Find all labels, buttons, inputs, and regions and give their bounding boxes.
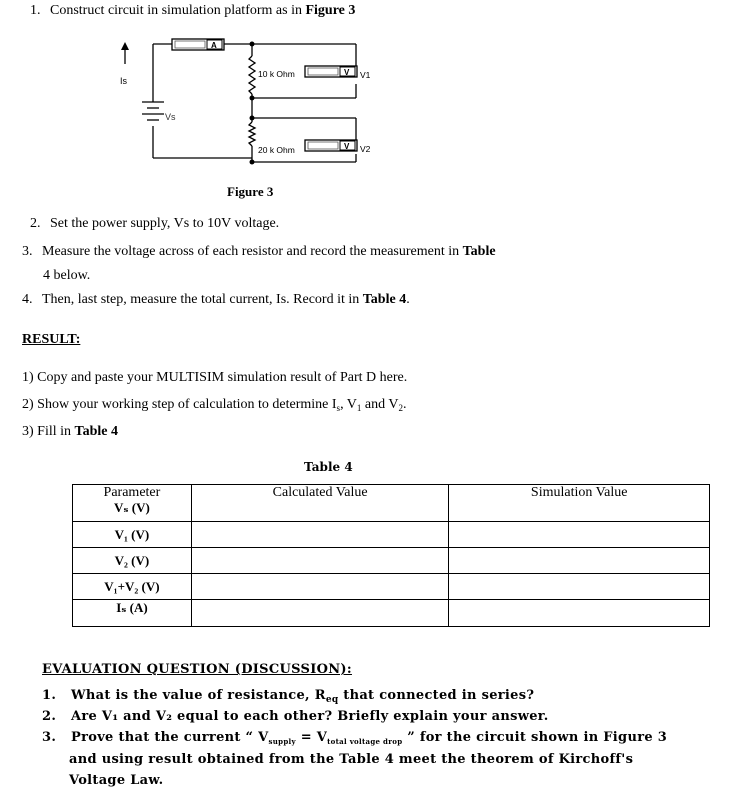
result-item-2-c: and V bbox=[361, 397, 399, 412]
circuit-diagram bbox=[0, 30, 741, 220]
table-cell-param-header bbox=[73, 485, 192, 522]
eval-question-2 bbox=[42, 709, 549, 724]
table-row bbox=[73, 522, 710, 548]
eval-q3-number: 3. bbox=[42, 730, 57, 745]
step-2 bbox=[30, 216, 279, 232]
step-3-continued: 4 below. bbox=[43, 268, 91, 283]
table-cell-sim-header bbox=[449, 485, 710, 522]
eval-question-1 bbox=[42, 688, 534, 705]
eval-q3-eq: = V bbox=[295, 730, 328, 745]
step-4-ref: Table 4 bbox=[362, 292, 407, 307]
eval-q3-sub-supply: supply bbox=[268, 737, 296, 746]
table-header-simulation: Simulation Value bbox=[530, 485, 628, 500]
ammeter-symbol: A bbox=[211, 41, 217, 50]
step-1-number: 1. bbox=[30, 3, 41, 18]
eval-question-3-line-3: Voltage Law. bbox=[69, 773, 164, 788]
result-item-2-a: 2) Show your working step of calculation to determine I bbox=[22, 397, 337, 412]
eval-q2-text: Are V₁ and V₂ equal to each other? Briefly explain your answer. bbox=[71, 709, 549, 724]
table-caption: Table 4 bbox=[304, 460, 353, 474]
resistor-r1 bbox=[249, 56, 255, 94]
battery-vs bbox=[142, 102, 164, 120]
result-item-3 bbox=[22, 424, 118, 440]
table-row bbox=[73, 574, 710, 600]
evaluation-heading: EVALUATION QUESTION (DISCUSSION): bbox=[42, 662, 352, 677]
step-1 bbox=[30, 3, 355, 19]
step-4 bbox=[22, 292, 410, 308]
step-3 bbox=[22, 244, 496, 260]
step-1-ref: Figure 3 bbox=[305, 3, 356, 18]
eval-q1-a: What is the value of resistance, R bbox=[71, 688, 326, 703]
table-row-label: V₁ (V) bbox=[73, 522, 192, 548]
label-r1: 10 k Ohm bbox=[258, 69, 295, 79]
step-3-number: 3. bbox=[22, 244, 33, 259]
eval-q3-ref: Figure 3 bbox=[603, 730, 668, 745]
table-header-calculated: Calculated Value bbox=[272, 485, 368, 500]
label-vs: Vs bbox=[165, 112, 176, 122]
label-r2: 20 k Ohm bbox=[258, 145, 295, 155]
eval-q3-sub-total: total voltage drop bbox=[327, 737, 403, 746]
result-item-3-a: 3) Fill in bbox=[22, 424, 75, 439]
result-item-1: 1) Copy and paste your MULTISIM simulation result of Part D here. bbox=[22, 370, 408, 385]
step-4-text: Then, last step, measure the total current, Is. Record it in bbox=[42, 292, 363, 307]
table-row bbox=[73, 548, 710, 574]
eval-q1-b: that connected in series? bbox=[338, 688, 535, 703]
table-row-label: Vₛ (V) bbox=[114, 500, 150, 515]
table-row-label: V₁+V₂ (V) bbox=[73, 574, 192, 600]
eval-q3-b: ” for the circuit shown in bbox=[402, 730, 604, 745]
eval-question-3 bbox=[42, 730, 667, 746]
result-item-2-sub-2: 2 bbox=[398, 403, 403, 413]
eval-q1-number: 1. bbox=[42, 688, 57, 703]
figure-caption: Figure 3 bbox=[227, 184, 274, 199]
table-cell-sim[interactable] bbox=[449, 548, 710, 574]
step-3-ref: Table bbox=[462, 244, 496, 259]
eval-q3-line2-a: and using result obtained from the bbox=[69, 752, 340, 767]
result-item-2-d: . bbox=[403, 397, 407, 412]
result-item-3-ref: Table 4 bbox=[74, 424, 118, 439]
table-row-label: V₂ (V) bbox=[73, 548, 192, 574]
result-item-2-sub-s: s bbox=[336, 403, 341, 413]
result-item-2-b: , V bbox=[340, 397, 357, 412]
voltmeter-1-symbol: V bbox=[344, 68, 350, 77]
step-3-text: Measure the voltage across of each resistor and record the measurement in bbox=[42, 244, 463, 259]
step-4-end: . bbox=[406, 292, 410, 307]
step-1-text: Construct circuit in simulation platform as in bbox=[50, 3, 306, 18]
table-cell-calc[interactable] bbox=[191, 600, 449, 627]
table-cell-sim[interactable] bbox=[449, 600, 710, 627]
current-arrow-head bbox=[121, 42, 129, 50]
result-heading: RESULT: bbox=[22, 332, 81, 347]
table-cell-sim[interactable] bbox=[449, 522, 710, 548]
result-item-2-sub-1: 1 bbox=[356, 403, 362, 413]
eval-q3-line2-ref: Table 4 bbox=[339, 752, 395, 767]
table-row bbox=[73, 485, 710, 522]
result-item-2 bbox=[22, 397, 407, 413]
eval-q3-a: Prove that the current “ V bbox=[71, 730, 269, 745]
label-v1: V1 bbox=[360, 70, 371, 80]
eval-q2-number: 2. bbox=[42, 709, 57, 724]
step-4-number: 4. bbox=[22, 292, 33, 307]
table-row-label: Iₛ (A) bbox=[73, 600, 192, 627]
table-cell-sim[interactable] bbox=[449, 574, 710, 600]
table-cell-calc[interactable] bbox=[191, 574, 449, 600]
table-cell-calc[interactable] bbox=[191, 548, 449, 574]
results-table bbox=[72, 484, 710, 627]
label-v2: V2 bbox=[360, 144, 371, 154]
eval-q3-line2-b: meet the theorem of Kirchoff's bbox=[394, 752, 634, 767]
step-2-text: Set the power supply, Vs to 10V voltage. bbox=[50, 216, 280, 231]
voltmeter-2-symbol: V bbox=[344, 142, 350, 151]
eval-question-3-line-2 bbox=[69, 752, 633, 767]
label-is: Is bbox=[120, 76, 128, 86]
table-cell-calc[interactable] bbox=[191, 522, 449, 548]
table-header-parameter: Parameter bbox=[103, 485, 161, 500]
table-cell-calc-header bbox=[191, 485, 449, 522]
eval-q1-sub: eq bbox=[325, 695, 339, 705]
resistor-r2 bbox=[249, 122, 255, 146]
table-row bbox=[73, 600, 710, 627]
step-2-number: 2. bbox=[30, 216, 41, 231]
